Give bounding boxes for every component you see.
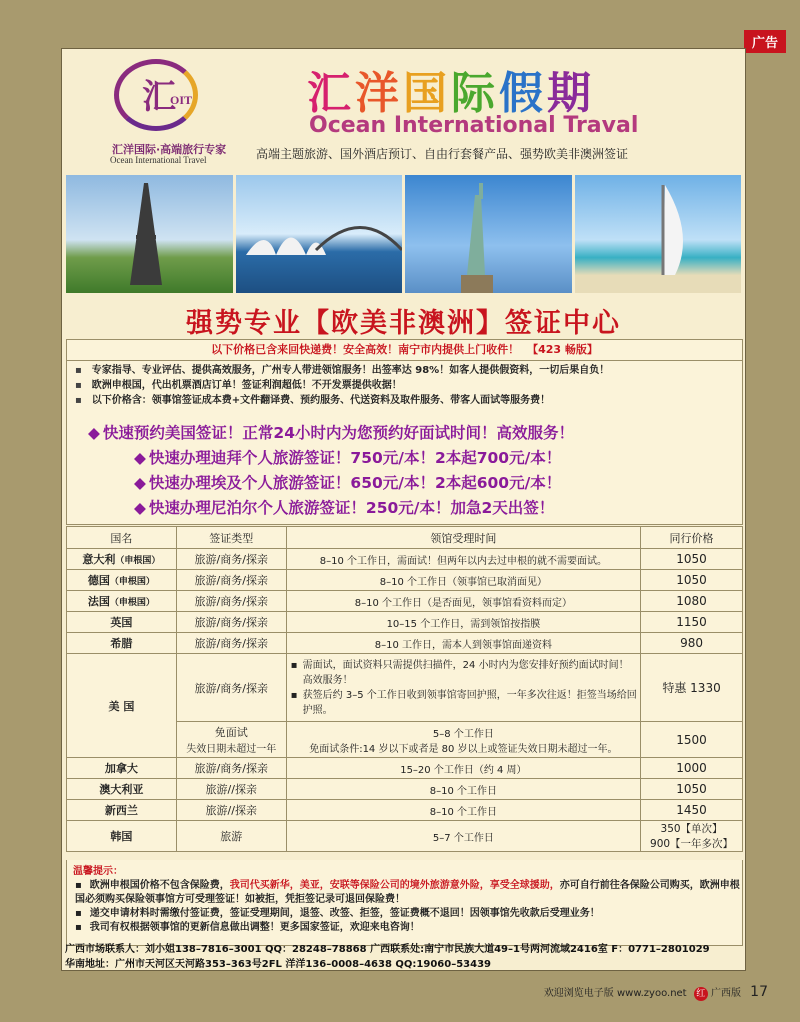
price-cell: 350【单次】 900【一年多次】	[641, 821, 743, 852]
time-cell: 5–7 个工作日	[286, 821, 640, 852]
visa-price-table	[66, 526, 743, 852]
table-row-usa	[67, 654, 743, 722]
diamond-icon: ◆	[88, 424, 100, 442]
tip-item: ▪ 递交申请材料时需缴付签证费，签证受理期间，退签、改签、拒签，签证费概不退回！因领事馆先收款后受理业务！	[75, 907, 742, 921]
time-cell: 5–8 个工作日 免面试条件:14 岁以下或者是 80 岁以上或签证失效日期未超过一年。	[286, 722, 640, 758]
type-cell: 免面试 失效日期未超过一年	[176, 722, 286, 758]
time-cell: 8–10 个工作日（领事馆已取消面见）	[286, 570, 640, 591]
notice-head-text: 以下价格已含来回快递费！安全高效！南宁市内提供上门收件！	[211, 343, 520, 356]
contact-line: 广西市场联系人：刘小姐138–7816–3001 QQ：28248–78868 广西联系处:南宁市民族大道49–1号两河流域2416室 F：0771–2801029	[65, 944, 710, 955]
country-cell: 美 国	[67, 654, 177, 758]
notice-list	[67, 363, 742, 408]
price-cell: 1000	[641, 758, 743, 779]
country-cell: 新西兰	[67, 800, 177, 821]
table-row	[67, 591, 743, 612]
country-cell: 法国（申根国）	[67, 591, 177, 612]
price-cell: 1050	[641, 549, 743, 570]
usa-note: ▪ 获签后约 3–5 个工作日收到领事馆寄回护照，一年多次往返！拒签当场给回护照。	[289, 688, 638, 718]
tip-item: ▪ 欧洲申根国价格不包含保险费，我司代买新华，美亚，安联等保险公司的境外旅游意外险，享受全球援助，亦可自行前往各保险公司购买，欧洲申根国必须购买保险领事馆方可受理签证！如被拒，凭拒签记录可退回保险费！	[75, 879, 742, 907]
price-cell: 特惠 1330	[641, 654, 743, 722]
time-cell	[286, 654, 640, 722]
page-footer	[544, 984, 768, 1001]
price-cell: 1050	[641, 570, 743, 591]
type-cell: 旅游/商务/探亲	[176, 633, 286, 654]
page-number: 17	[750, 984, 768, 1000]
ad-panel	[61, 48, 746, 971]
promo-list	[62, 421, 745, 521]
price-cell: 1500	[641, 722, 743, 758]
country-cell: 澳大利亚	[67, 779, 177, 800]
brand-char: 期	[547, 68, 595, 119]
time-cell: 10–15 个工作日，需到领馆按指膜	[286, 612, 640, 633]
brand-title-en: Ocean International Traval	[309, 113, 639, 138]
time-cell: 8–10 个工作日（是否面见，领事馆看资料而定）	[286, 591, 640, 612]
usa-note: ▪ 需面试，面试资料只需提供扫描件，24 小时内为您安排好预约面试时间！高效服务！	[289, 658, 638, 688]
type-cell: 旅游/商务/探亲	[176, 654, 286, 722]
table-row	[67, 800, 743, 821]
type-cell: 旅游/商务/探亲	[176, 758, 286, 779]
footer-text: 欢迎浏览电子版 www.zyoo.net	[543, 988, 687, 999]
burj-al-arab-icon	[575, 175, 741, 293]
logo-mark: 汇	[142, 77, 176, 117]
table-row	[67, 549, 743, 570]
brand-char: 国	[403, 68, 451, 119]
promo-text: 快速办理埃及个人旅游签证！650元/本！2本起600元/本！	[148, 474, 562, 492]
tips-box	[66, 860, 743, 946]
opera-house-icon	[236, 175, 402, 293]
contact-line: 华南地址：广州市天河区天河路353–363号2FL 洋洋136–0008–4638 QQ:19060–53439	[65, 959, 491, 970]
visa-center-title: 强势专业【欧美非澳洲】签证中心	[186, 308, 621, 339]
type-cell: 旅游/商务/探亲	[176, 570, 286, 591]
brand-char: 际	[451, 68, 499, 119]
country-cell: 韩国	[67, 821, 177, 852]
statue-of-liberty-photo	[405, 175, 572, 293]
time-cell: 15–20 个工作日（约 4 周）	[286, 758, 640, 779]
column-header: 领馆受理时间	[286, 527, 640, 549]
notice-head	[67, 340, 742, 361]
diamond-icon: ◆	[134, 449, 146, 467]
price-cell: 1150	[641, 612, 743, 633]
type-cell: 旅游/商务/探亲	[176, 549, 286, 570]
tip-item: ▪ 我司有权根据领事馆的更新信息做出调整！更多国家签证，欢迎来电咨询！	[75, 921, 742, 935]
table-row	[67, 612, 743, 633]
eiffel-tower-photo	[66, 175, 233, 293]
column-header: 同行价格	[641, 527, 743, 549]
country-cell: 英国	[67, 612, 177, 633]
brand-char: 汇	[307, 68, 355, 119]
logo-english-name: Ocean International Travel	[110, 155, 207, 165]
logo-chinese-name: 汇洋国际·高端旅行专家	[112, 143, 227, 156]
country-cell: 加拿大	[67, 758, 177, 779]
brand-char: 假	[499, 68, 547, 119]
price-cell: 980	[641, 633, 743, 654]
brand-char: 洋	[355, 68, 403, 119]
price-cell: 1080	[641, 591, 743, 612]
price-cell: 1450	[641, 800, 743, 821]
type-cell: 旅游/商务/探亲	[176, 612, 286, 633]
country-cell: 德国（申根国）	[67, 570, 177, 591]
column-header: 国名	[67, 527, 177, 549]
price-cell: 1050	[641, 779, 743, 800]
time-cell: 8–10 个工作日	[286, 800, 640, 821]
time-cell: 8–10 个工作日	[286, 779, 640, 800]
table-row	[67, 779, 743, 800]
notice-item: ▪ 以下价格含：领事馆签证成本费+文件翻译费、预约服务、代送资料及取件服务、带客人面试等服务费！	[75, 393, 742, 408]
logo-oit: OIT	[170, 93, 193, 107]
contact-info	[65, 942, 742, 972]
type-cell: 旅游//探亲	[176, 779, 286, 800]
notice-item: ▪ 专家指导、专业评估、提供高效服务，广州专人带进领馆服务！出签率达 98%！如客人提供假资料，一切后果自负！	[75, 363, 742, 378]
time-cell: 8–10 工作日，需本人到领事馆面递资料	[286, 633, 640, 654]
type-cell: 旅游/商务/探亲	[176, 591, 286, 612]
country-cell: 希腊	[67, 633, 177, 654]
statue-of-liberty-icon	[405, 175, 571, 293]
table-header-row	[67, 527, 743, 549]
time-cell: 8–10 个工作日，需面试！但两年以内去过申根的就不需要面试。	[286, 549, 640, 570]
promo-line	[62, 496, 745, 521]
diamond-icon: ◆	[134, 474, 146, 492]
table-row	[67, 633, 743, 654]
promo-text: 快速办理迪拜个人旅游签证！750元/本！2本起700元/本！	[148, 449, 562, 467]
type-cell: 旅游//探亲	[176, 800, 286, 821]
promo-line	[62, 421, 745, 446]
promo-text: 快速办理尼泊尔个人旅游签证！250元/本！加急2天出签！	[148, 499, 555, 517]
table-row	[67, 821, 743, 852]
tagline: 高端主题旅游、国外酒店预订、自由行套餐产品、强势欧美非澳洲签证	[256, 147, 629, 161]
sydney-opera-photo	[236, 175, 403, 293]
brand-title-cn	[307, 57, 595, 121]
promo-line	[62, 446, 745, 471]
ad-tag: 广告	[744, 30, 786, 53]
photo-strip	[66, 175, 741, 293]
eiffel-tower-icon	[66, 175, 232, 293]
red-badge-icon: 红	[694, 987, 708, 1001]
edition-label: 【423 畅版】	[527, 343, 598, 356]
burj-al-arab-photo	[575, 175, 742, 293]
table-row	[67, 758, 743, 779]
type-cell: 旅游	[176, 821, 286, 852]
table-row	[67, 570, 743, 591]
tips-list	[67, 879, 742, 935]
promo-line	[62, 471, 745, 496]
column-header: 签证类型	[176, 527, 286, 549]
promo-text: 快速预约美国签证！正常24小时内为您预约好面试时间！高效服务！	[102, 424, 574, 442]
footer-edition: 广西版	[710, 988, 741, 999]
notice-item: ▪ 欧洲申根国，代出机票酒店订单！签证利润超低！不开发票提供收据！	[75, 378, 742, 393]
tips-heading: 温馨提示：	[73, 866, 123, 877]
diamond-icon: ◆	[134, 499, 146, 517]
country-cell: 意大利（申根国）	[67, 549, 177, 570]
